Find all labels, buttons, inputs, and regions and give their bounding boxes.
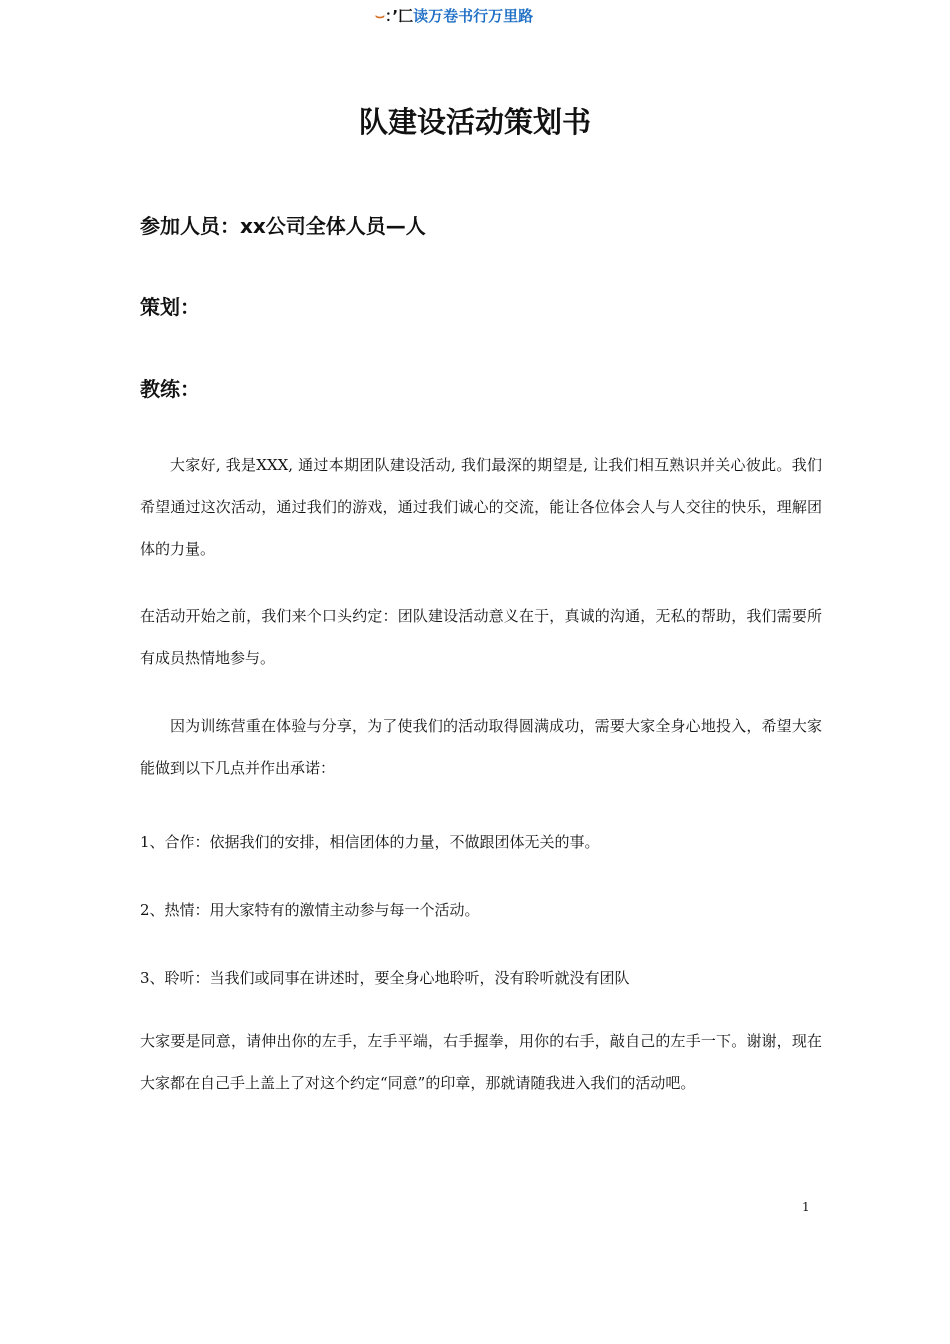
commitment-item: 3、聆听：当我们或同事在讲述时，要全身心地聆听，没有聆听就没有团队 bbox=[140, 969, 630, 987]
commitment-intro-paragraph: 因为训练营重在体验与分享，为了使我们的活动取得圆满成功，需要大家全身心地投入，希望大家能做到以下几点并作出承诺： bbox=[140, 717, 822, 777]
commitment-item: 1、合作：依据我们的安排，相信团体的力量，不做跟团体无关的事。 bbox=[140, 833, 600, 851]
commitment-item: 2、热情：用大家特有的激情主动参与每一个活动。 bbox=[140, 901, 480, 919]
header-punct: ： bbox=[384, 7, 393, 25]
header-tick-glyph: ’⼕ bbox=[392, 7, 414, 25]
intro-paragraph: 大家好, 我是XXX, 通过本期团队建设活动, 我们最深的期望是, 让我们相互熟识并关心彼此。我们希望通过这次活动，通过我们的游戏，通过我们诚心的交流，能让各位体会人与人交往的快乐，理解团体的力量。 bbox=[140, 456, 822, 558]
planner-field: 策划： bbox=[140, 295, 200, 319]
coach-field: 教练： bbox=[140, 377, 200, 401]
decoration-glyph: ⌣ bbox=[375, 7, 385, 25]
document-title: 队建设活动策划书 bbox=[358, 105, 591, 139]
page-number: 1 bbox=[802, 1200, 810, 1214]
closing-paragraph: 大家要是同意，请伸出你的左手，左手平端，右手握拳，用你的右手，敲自己的左手一下。谢谢，现在大家都在自己手上盖上了对这个约定“同意”的印章，那就请随我进入我们的活动吧。 bbox=[140, 1032, 822, 1092]
header-slogan-text: 读万卷书行万里路 bbox=[413, 7, 534, 25]
participants-field: 参加人员：xx公司全体人员—人 bbox=[140, 214, 426, 238]
agreement-paragraph: 在活动开始之前，我们来个口头约定：团队建设活动意义在于，真诚的沟通，无私的帮助，我们需要所有成员热情地参与。 bbox=[140, 607, 822, 667]
header-slogan bbox=[375, 6, 565, 26]
